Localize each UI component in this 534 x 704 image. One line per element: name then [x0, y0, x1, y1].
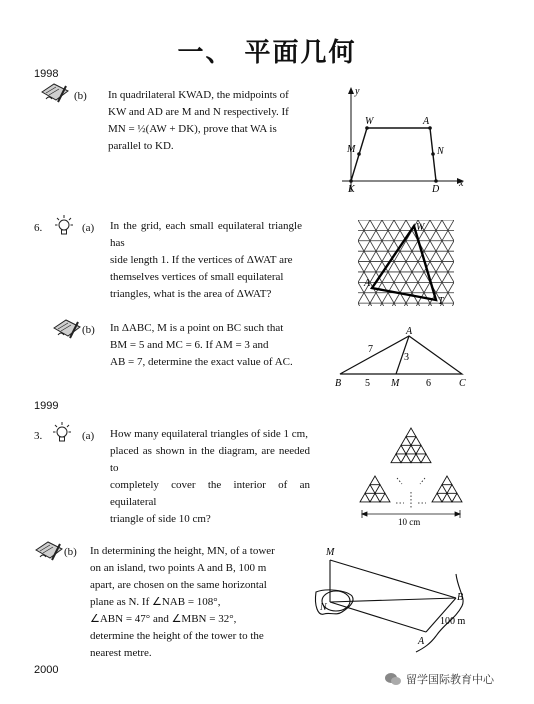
unit-triangle	[416, 445, 426, 454]
pen-paper-icon	[52, 318, 82, 340]
text-line: In the grid, each small equilateral triangle has	[110, 220, 302, 249]
figure-label: B	[335, 378, 342, 389]
figure-label: M	[391, 378, 400, 389]
text-line: ∠ABN = 47° and ∠MBN = 32°,	[90, 613, 237, 625]
text-line: apart, are chosen on the same horizontal	[90, 579, 267, 591]
lightbulb-icon	[52, 214, 76, 238]
unit-triangle	[396, 445, 406, 454]
text-line: side length 1. If the vertices of ΔWAT are	[110, 254, 293, 266]
figure-label: 5	[365, 378, 370, 389]
unit-triangle	[437, 485, 447, 494]
tower-figure	[306, 544, 476, 654]
page-title: 一、 平面几何	[177, 38, 357, 68]
unit-triangle	[370, 476, 380, 485]
figure-label: y	[355, 86, 360, 97]
unit-triangle	[411, 437, 421, 446]
unit-triangle	[411, 454, 421, 463]
figure-label: D	[432, 184, 440, 195]
figure-label: K	[348, 184, 355, 195]
quadrilateral-figure	[320, 84, 470, 196]
question-number: 6.	[34, 222, 43, 234]
question-text	[110, 218, 302, 303]
unit-triangle	[406, 428, 416, 437]
question-text	[90, 543, 290, 662]
unit-triangle	[391, 454, 401, 463]
text-line: MN = ½(AW + DK), prove that WA is	[108, 123, 277, 135]
text-line: completely cover the interior of an equilateral	[110, 479, 310, 508]
unit-triangle	[401, 454, 411, 463]
figure-label: M	[347, 144, 356, 155]
unit-triangle	[380, 493, 390, 502]
unit-triangle	[447, 485, 457, 494]
year-label-1999: 1999	[34, 400, 59, 412]
question-part-label: (a)	[82, 430, 95, 442]
pen-paper-icon	[34, 540, 64, 562]
triangle-cover-figure	[356, 424, 466, 528]
watermark	[384, 670, 494, 688]
figure-label: W	[365, 116, 374, 127]
figure-label: x	[459, 178, 464, 189]
figure-label: M	[326, 547, 335, 558]
text-line: BM = 5 and MC = 6. If AM = 3 and	[110, 339, 269, 351]
question-text	[110, 426, 310, 528]
figure-label: A	[418, 636, 425, 647]
question-text	[110, 320, 300, 371]
text-line: determine the height of the tower to the	[90, 630, 264, 642]
figure-label: N	[320, 602, 327, 613]
unit-triangle	[452, 493, 462, 502]
wechat-icon	[384, 672, 402, 686]
figure-label: 6	[426, 378, 431, 389]
text-line: placed as shown in the diagram, are needed to	[110, 445, 310, 474]
text-line: KW and AD are M and N respectively. If	[108, 106, 289, 118]
question-part-label: (b)	[64, 546, 77, 558]
unit-triangle	[375, 485, 385, 494]
figure-label: 7	[368, 344, 373, 355]
text-line: triangles, what is the area of ΔWAT?	[110, 288, 272, 300]
text-line: parallel to KD.	[108, 140, 174, 152]
triangle-abc-figure	[326, 324, 476, 390]
question-part-label: (b)	[82, 324, 95, 336]
question-part-label: (b)	[74, 90, 87, 102]
unit-triangle	[365, 485, 375, 494]
figure-label: W	[416, 222, 425, 233]
text-line: In determining the height, MN, of a tower	[90, 545, 275, 557]
text-line: In ΔABC, M is a point on BC such that	[110, 322, 284, 334]
unit-triangle	[370, 493, 380, 502]
figure-label: A	[423, 116, 430, 127]
figure-label: T	[438, 296, 444, 306]
unit-triangle	[442, 493, 452, 502]
question-part-label: (a)	[82, 222, 95, 234]
year-label-1998: 1998	[34, 68, 59, 80]
unit-triangle	[442, 476, 452, 485]
text-line: triangle of side 10 cm?	[110, 513, 211, 525]
figure-label: A	[364, 278, 371, 289]
triangle-grid-figure	[358, 220, 454, 306]
lightbulb-icon	[50, 421, 74, 445]
unit-triangle	[432, 493, 442, 502]
text-line: In quadrilateral KWAD, the midpoints of	[108, 89, 289, 101]
text-line: themselves vertices of small equilateral	[110, 271, 284, 283]
text-line: AB = 7, determine the exact value of AC.	[110, 356, 293, 368]
figure-label: 100 m	[440, 616, 466, 627]
figure-label: 3	[404, 352, 409, 363]
unit-triangle	[406, 445, 416, 454]
figure-label: A	[406, 326, 413, 337]
figure-label: 10 cm	[398, 517, 421, 527]
figure-label: C	[459, 378, 466, 389]
text-line: nearest metre.	[90, 647, 152, 659]
unit-triangle	[401, 437, 411, 446]
text-line: plane as N. If ∠NAB = 108°,	[90, 596, 221, 608]
watermark-text: 留学国际教育中心	[406, 673, 494, 686]
figure-label: B	[457, 592, 464, 603]
figure-label: N	[437, 146, 444, 157]
unit-triangle	[421, 454, 431, 463]
question-number: 3.	[34, 430, 43, 442]
question-text	[108, 87, 322, 155]
pen-paper-icon	[40, 82, 70, 104]
unit-triangle	[360, 493, 370, 502]
text-line: on an island, two points A and B, 100 m	[90, 562, 267, 574]
year-label-2000: 2000	[34, 664, 59, 676]
text-line: How many equilateral triangles of side 1 cm,	[110, 428, 308, 440]
